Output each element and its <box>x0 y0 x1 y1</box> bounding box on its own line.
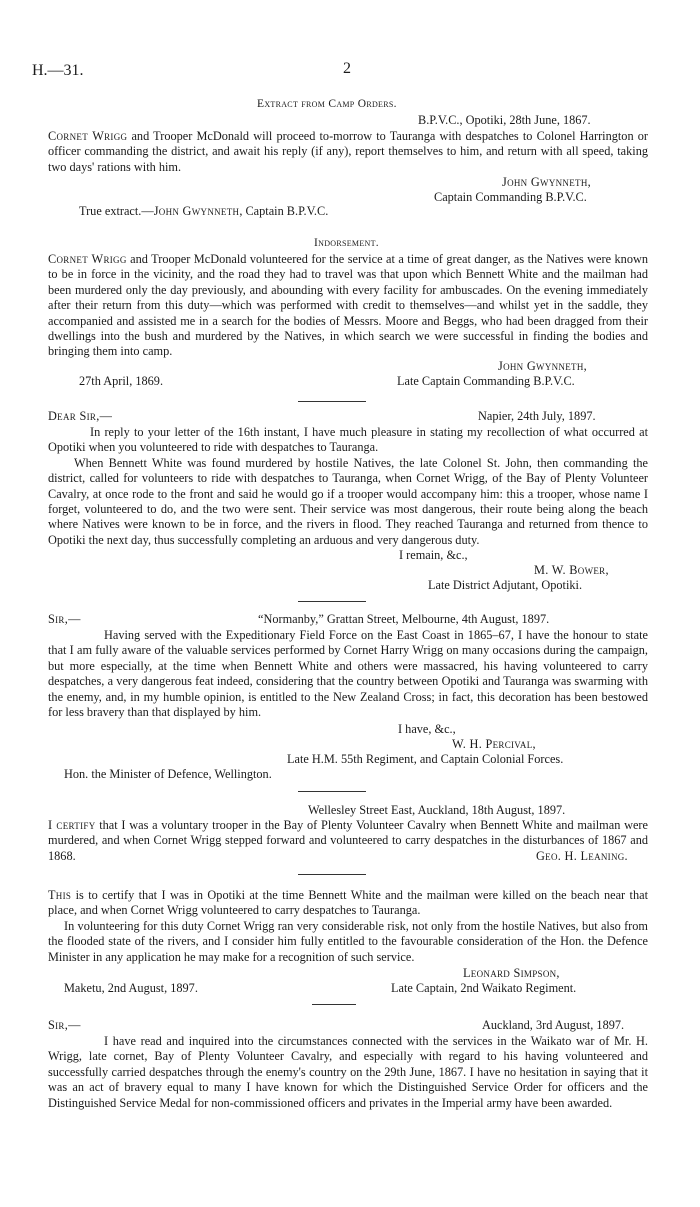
simpson-signature-name: Leonard Simpson, <box>463 966 560 980</box>
leaning-signature-name: Geo. H. Leaning. <box>536 849 628 863</box>
extract-signature-name: John Gwynneth, <box>502 175 592 189</box>
section-divider <box>312 1004 356 1005</box>
section-divider <box>298 874 366 875</box>
bower-para-1: In reply to your letter of the 16th instant, I have much pleasure in stating my recollection of what occurred at Opotiki when you volunteered to ride with despatches to Tauranga. <box>48 425 648 455</box>
extract-body-text: and Trooper McDonald will proceed to-morrow to Tauranga with despatches to Colonel Harrington or officer commanding the district, and await his reply (if any), report themselves to him, and return with all speed, taking two days' rations with him. <box>48 129 648 174</box>
leaning-body-text: that I was a voluntary trooper in the Bay of Plenty Volunteer Cavalry when Bennett White and mailman were murdered, and when Cornet Wrigg stepped forward and volunteered to carry despatches in the disturbances of 1867 and 1868. <box>48 818 648 863</box>
indorsement-body-lead: Cornet Wrigg <box>48 252 127 266</box>
extract-signature-title: Captain Commanding B.P.V.C. <box>434 190 587 204</box>
simpson-place-date: Maketu, 2nd August, 1897. <box>64 981 198 995</box>
simpson-signature-title: Late Captain, 2nd Waikato Regiment. <box>391 981 577 995</box>
document-reference: H.—31. <box>32 62 84 79</box>
bower-salutation: Dear Sir,— <box>48 409 113 423</box>
true-extract-line <box>79 204 328 219</box>
leaning-dateline: Wellesley Street East, Auckland, 18th August, 1897. <box>308 803 566 817</box>
percival-closing: I have, &c., <box>398 722 456 736</box>
true-extract-label: True extract.— <box>79 204 154 218</box>
percival-signature-title: Late H.M. 55th Regiment, and Captain Colonial Forces. <box>287 752 564 766</box>
extract-body-lead: Cornet Wrigg <box>48 129 128 143</box>
bower-closing: I remain, &c., <box>399 548 468 562</box>
percival-signature-name: W. H. Percival, <box>452 737 536 751</box>
simpson-para-1-lead: This <box>48 888 72 902</box>
percival-dateline: “Normanby,” Grattan Street, Melbourne, 4th August, 1897. <box>258 612 550 626</box>
indorsement-signature-title: Late Captain Commanding B.P.V.C. <box>397 374 575 388</box>
leaning-body-lead: I certify <box>48 818 96 832</box>
indorsement-date: 27th April, 1869. <box>79 374 164 388</box>
simpson-body <box>48 888 648 965</box>
percival-salutation: Sir,— <box>48 612 81 626</box>
indorsement-body-text: and Trooper McDonald volunteered for the service at a time of great danger, as the Natives were known to be in force in the vicinity, and the road they had to travel was that upon which Bennett White and the mailman had been murdered only the day previously, and abounding with every facility for ambuscades. On the evening immediately after their return from this duty—which was performed with credit to themselves—and whilst yet in the saddle, they accompanied and assisted me in a search for the bodies of Messrs. Moore and Beggs, who had been dragged from their dwellings into the bush and murdered by the Natives, in which search we were successful in finding the bodies and bringing them into camp. <box>48 252 648 359</box>
bower-signature-title: Late District Adjutant, Opotiki. <box>428 578 583 592</box>
true-extract-rank: , Captain B.P.V.C. <box>239 204 329 218</box>
bower-para-2: When Bennett White was found murdered by hostile Natives, the late Colonel St. John, then commanding the district, called for volunteers to ride with despatches to Tauranga, when Cornet Wrigg, of the Bay of Plenty Volunteer Cavalry, at once rode to the front and said he would go if a trooper would accompany him: this a trooper, whose name I forget, volunteered to do, and the two were sent. Their service was most dangerous, their route being along the beach where Natives were known to be in force, and the rivers in flood. They reached Tauranga and returned from thence to Opotiki the next day, thus successfully completing an arduous and very dangerous duty. <box>48 455 648 547</box>
auckland-body <box>48 1034 648 1111</box>
simpson-para-1-text: is to certify that I was in Opotiki at the time Bennett White and the mailman were killed on the beach near that place, and when Cornet Wrigg volunteered to carry despatches to Tauranga. <box>48 888 648 918</box>
true-extract-name: John Gwynneth <box>153 204 240 218</box>
percival-body <box>48 628 648 720</box>
percival-addressee: Hon. the Minister of Defence, Wellington. <box>64 767 272 781</box>
extract-body <box>48 129 648 175</box>
bower-signature-name: M. W. Bower, <box>534 563 609 577</box>
indorsement-body <box>48 252 648 360</box>
auckland-para-1: I have read and inquired into the circumstances connected with the services in the Waikato war of Mr. H. Wrigg, late cornet, Bay of Plenty Volunteer Cavalry, and especially with regard to his having volunteered and successfully carried despatches through the enemy's country on the 29th June, 1867. I have no hesitation in saying that it was an act of bravery equal to many I have known for which the Distinguished Service Order for officers and the Distinguished Service Medal for non-commissioned officers and privates in the Imperial army have been awarded. <box>48 1034 648 1110</box>
indorsement-title: Indorsement. <box>314 237 379 249</box>
section-divider <box>298 401 366 402</box>
indorsement-signature-name: John Gwynneth, <box>498 359 588 373</box>
bower-body <box>48 425 648 548</box>
bower-dateline: Napier, 24th July, 1897. <box>478 409 596 423</box>
extract-dateline: B.P.V.C., Opotiki, 28th June, 1867. <box>418 113 591 127</box>
simpson-para-2: In volunteering for this duty Cornet Wrigg ran very considerable risk, not only from the hostile Natives, but also from the flooded state of the rivers, and I consider him fully entitled to the favourable consideration of the Hon. the Defence Minister in any application he may make for a recognition of such service. <box>48 918 648 964</box>
section-divider <box>298 601 366 602</box>
section-divider <box>298 791 366 792</box>
page-number: 2 <box>343 60 351 77</box>
auckland-dateline: Auckland, 3rd August, 1897. <box>482 1018 625 1032</box>
percival-para-1: Having served with the Expeditionary Field Force on the East Coast in 1865–67, I have the honour to state that I am fully aware of the valuable services performed by Cornet Harry Wrigg on many occasions during the campaign, but more especially, at the time when Bennett White and others were massacred, his having volunteered to carry despatches, a very dangerous feat indeed, considering that the country between Opotiki and Tauranga was swarming with the enemy, and, in my humble opinion, is entitled to the New Zealand Cross; in fact, this decoration has been bestowed for less bravery than that displayed by him. <box>48 628 648 720</box>
extract-title: Extract from Camp Orders. <box>257 98 397 110</box>
auckland-salutation: Sir,— <box>48 1018 81 1032</box>
